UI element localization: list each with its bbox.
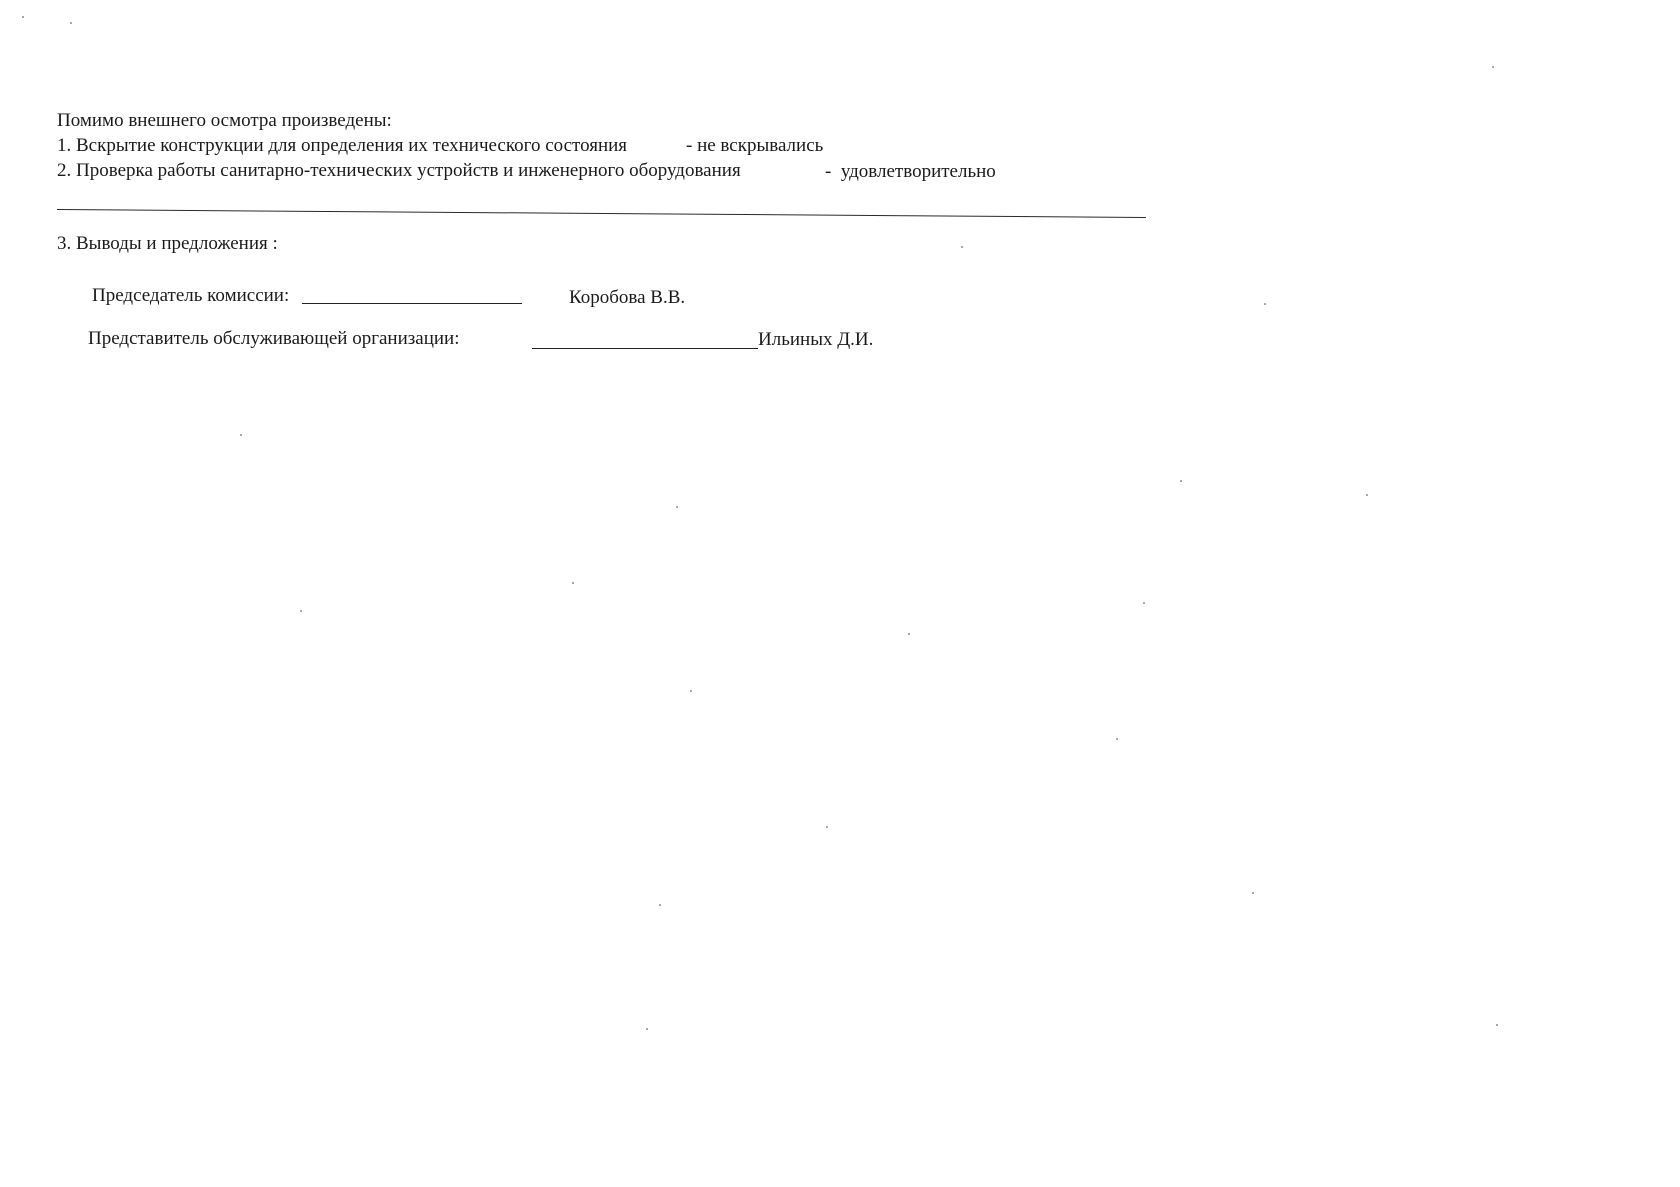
scan-speck — [676, 506, 678, 508]
scan-speck — [961, 246, 963, 248]
scan-speck — [1180, 480, 1182, 482]
chairman-name: Коробова В.В. — [569, 287, 686, 308]
item-2-label: 2. Проверка работы санитарно-технических устройств и инженерного оборудования — [57, 160, 741, 181]
scan-speck — [659, 904, 661, 906]
scan-speck — [1143, 602, 1145, 604]
scan-speck — [240, 434, 242, 436]
inspection-intro: Помимо внешнего осмотра произведены: — [57, 110, 392, 131]
scan-speck — [1366, 494, 1368, 496]
scan-speck — [1116, 738, 1118, 740]
scan-speck — [1264, 303, 1266, 305]
scan-speck — [690, 690, 692, 692]
scan-speck — [1492, 66, 1494, 68]
item-1-label: 1. Вскрытие конструкции для определения их технического состояния — [57, 135, 628, 156]
scan-speck — [826, 826, 828, 828]
scan-speck — [1252, 892, 1254, 894]
scan-speck — [22, 16, 24, 18]
representative-label: Представитель обслуживающей организации: — [88, 328, 460, 349]
scan-speck — [1496, 1024, 1498, 1026]
scan-speck — [908, 633, 910, 635]
horizontal-rule — [57, 209, 1146, 218]
representative-signature-line — [532, 348, 758, 349]
representative-name: Ильиных Д.И. — [758, 329, 874, 350]
item-2-result: - удовлетворительно — [825, 161, 996, 182]
scan-speck — [300, 610, 302, 612]
scan-speck — [70, 22, 72, 24]
item-1-result: - не вскрывались — [686, 135, 824, 156]
chairman-signature-line — [302, 303, 522, 304]
scan-speck — [646, 1028, 648, 1030]
chairman-label: Председатель комиссии: — [92, 285, 290, 306]
scan-speck — [572, 582, 574, 584]
item-3-label: 3. Выводы и предложения : — [57, 233, 278, 254]
